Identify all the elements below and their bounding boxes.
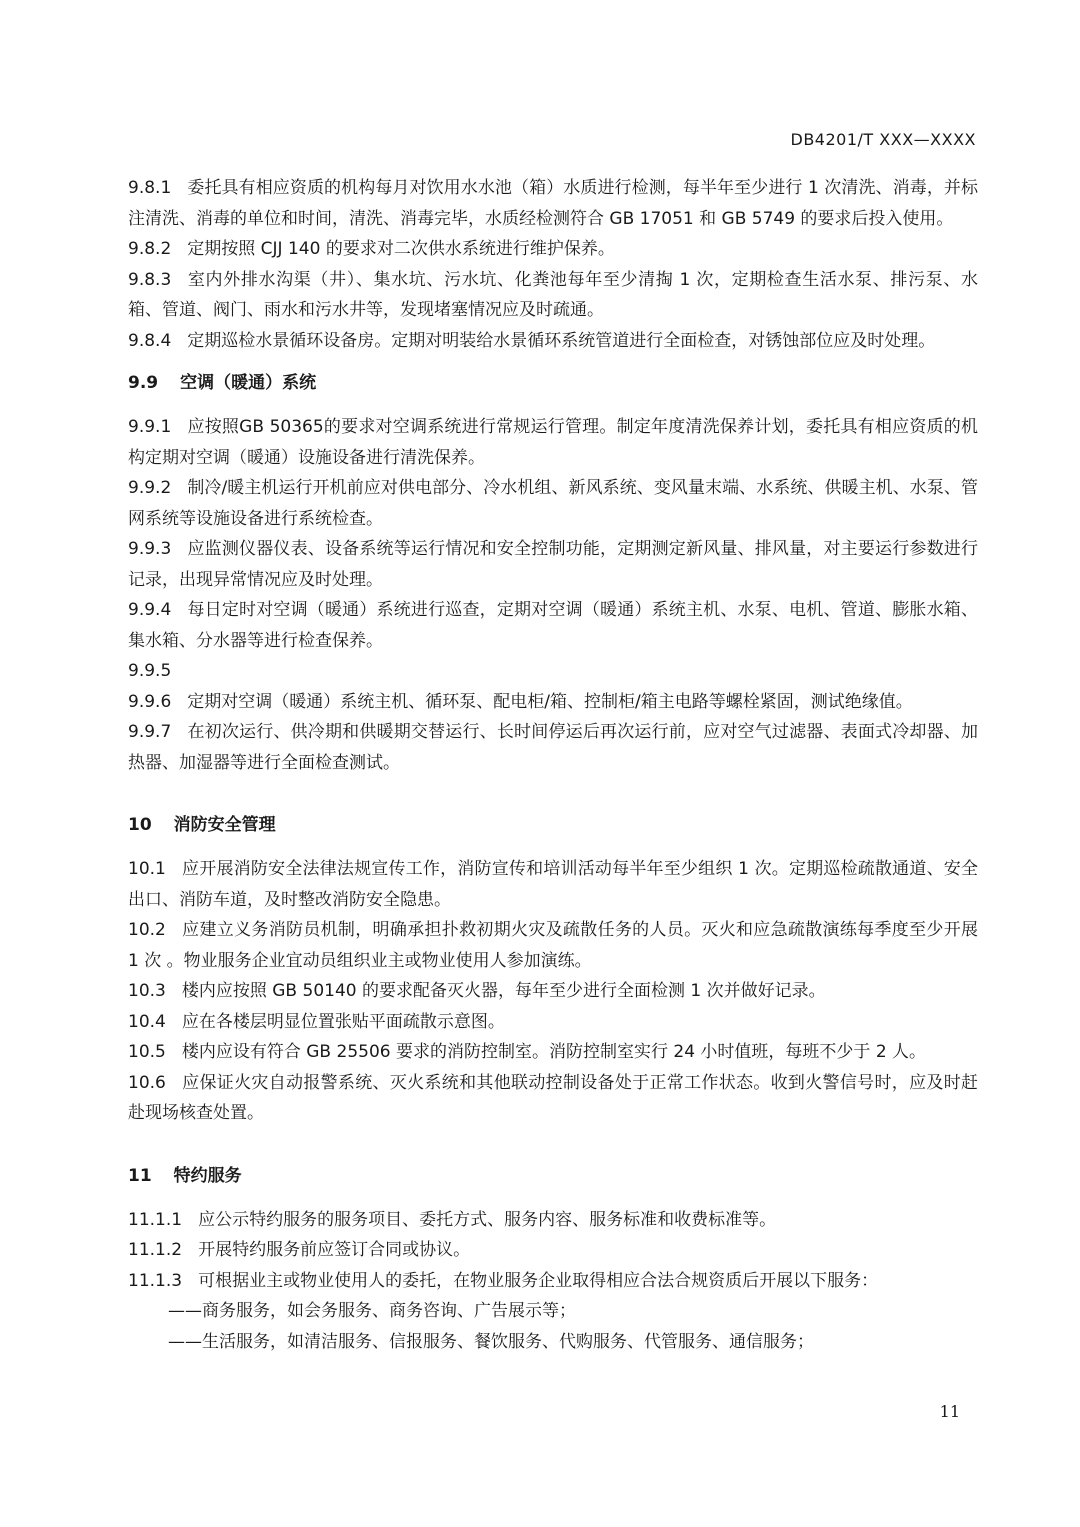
clause-9-9-3: 9.9.3 应监测仪器仪表、设备系统等运行情况和安全控制功能，定期测定新风量、排风量，对主要运行参数进行记录，出现异常情况应及时处理。 — [128, 539, 978, 590]
clause-9-9-1: 9.9.1 应按照GB 50365的要求对空调系统进行常规运行管理。制定年度清洗保养计划，委托具有相应资质的机构定期对空调（暖通）设施设备进行清洗保养。 — [128, 417, 978, 468]
clause-10-2: 10.2 应建立义务消防员机制，明确承担扑救初期火灾及疏散任务的人员。灭火和应急疏散演练每季度至少开展 1 次 。物业服务企业宜动员组织业主或物业使用人参加演练。 — [128, 920, 978, 971]
clause-11-1-1: 11.1.1 应公示特约服务的服务项目、委托方式、服务内容、服务标准和收费标准等。 — [128, 1209, 777, 1230]
document-body — [128, 173, 978, 1357]
section-9-9-title: 9.9 空调（暖通）系统 — [128, 373, 317, 393]
clause-9-9-2: 9.9.2 制冷/暖主机运行开机前应对供电部分、冷水机组、新风系统、变风量末端、水系统、供暖主机、水泵、管网系统等设施设备进行系统检查。 — [128, 478, 978, 529]
clause-10-3: 10.3 楼内应按照 GB 50140 的要求配备灭火器，每年至少进行全面检测 1 次并做好记录。 — [128, 981, 826, 1001]
clause-9-8-1: 9.8.1 委托具有相应资质的机构每月对饮用水水池（箱）水质进行检测，每半年至少进行 1 次清洗、消毒，并标注清洗、消毒的单位和时间，清洗、消毒完毕，水质经检测符合 GB 17051 和 GB 5749 的要求后投入使用。 — [128, 178, 978, 229]
clause-9-9-5: 9.9.5 — [128, 661, 172, 681]
clause-9-8-4: 9.8.4 定期巡检水景循环设备房。定期对明装给水景循环系统管道进行全面检查，对锈蚀部位应及时处理。 — [128, 330, 936, 351]
clause-9-8-3: 9.8.3 室内外排水沟渠（井）、集水坑、污水坑、化粪池每年至少清掏 1 次，定期检查生活水泵、排污泵、水箱、管道、阀门、雨水和污水井等，发现堵塞情况应及时疏通。 — [128, 269, 978, 320]
page-number: 11 — [939, 1402, 960, 1421]
clause-11-1-3: 11.1.3 可根据业主或物业使用人的委托，在物业服务企业取得相应合法合规资质后开展以下服务： — [128, 1270, 879, 1291]
document-code: DB4201/T XXX—XXXX — [790, 130, 976, 149]
dash-item-business: ——商务服务，如会务服务、商务咨询、广告展示等； — [168, 1301, 576, 1321]
clause-10-5: 10.5 楼内应设有符合 GB 25506 要求的消防控制室。消防控制室实行 24 小时值班，每班不少于 2 人。 — [128, 1042, 927, 1062]
clause-10-1: 10.1 应开展消防安全法律法规宣传工作，消防宣传和培训活动每半年至少组织 1 次。定期巡检疏散通道、安全出口、消防车道，及时整改消防安全隐患。 — [128, 859, 978, 910]
dash-item-life: ——生活服务，如清洁服务、信报服务、餐饮服务、代购服务、代管服务、通信服务； — [168, 1331, 814, 1352]
clause-10-6: 10.6 应保证火灾自动报警系统、灭火系统和其他联动控制设备处于正常工作状态。收到火警信号时，应及时赶赴现场核查处置。 — [128, 1072, 978, 1123]
clause-9-9-4: 9.9.4 每日定时对空调（暖通）系统进行巡查，定期对空调（暖通）系统主机、水泵、电机、管道、膨胀水箱、集水箱、分水器等进行检查保养。 — [128, 600, 978, 651]
clause-10-4: 10.4 应在各楼层明显位置张贴平面疏散示意图。 — [128, 1011, 505, 1032]
clause-9-9-7: 9.9.7 在初次运行、供冷期和供暖期交替运行、长时间停运后再次运行前，应对空气过滤器、表面式冷却器、加热器、加湿器等进行全面检查测试。 — [128, 722, 978, 773]
section-11-title: 11 特约服务 — [128, 1165, 242, 1186]
section-10-title: 10 消防安全管理 — [128, 815, 276, 835]
clause-9-9-6: 9.9.6 定期对空调（暖通）系统主机、循环泵、配电柜/箱、控制柜/箱主电路等螺栓紧固，测试绝缘值。 — [128, 691, 913, 712]
clause-9-8-2: 9.8.2 定期按照 CJJ 140 的要求对二次供水系统进行维护保养。 — [128, 239, 615, 259]
clause-11-1-2: 11.1.2 开展特约服务前应签订合同或协议。 — [128, 1240, 471, 1260]
